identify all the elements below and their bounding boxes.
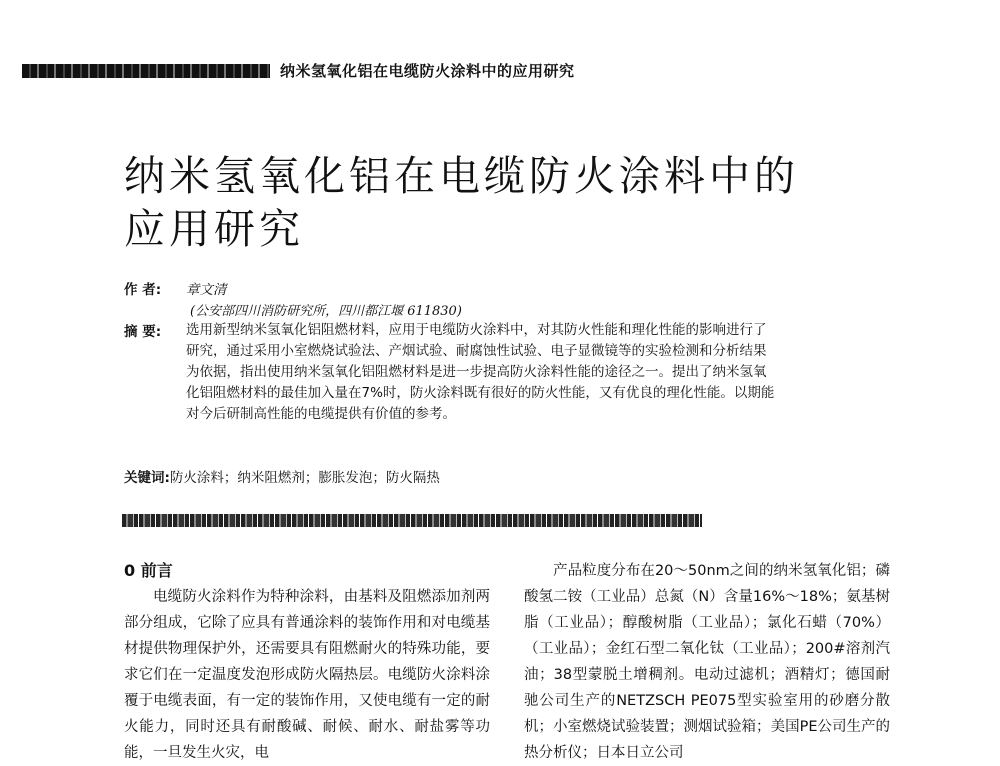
left-column (124, 558, 490, 766)
header-decorative-bar (22, 64, 270, 78)
author-affiliation: (公安部四川消防研究所，四川都江堰 611830) (190, 304, 462, 319)
running-head: 纳米氢氧化铝在电缆防火涂料中的应用研究 (280, 62, 575, 80)
intro-paragraph: 电缆防火涂料作为特种涂料，由基料及阻燃添加剂两部分组成，它除了应具有普通涂料的装饰作用和对电缆基材提供物理保护外，还需要具有阻燃耐火的特殊功能，要求它们在一定温度发泡形成防火隔热层。电缆防火涂料涂覆于电缆表面，有一定的装饰作用，又使电缆有一定的耐火能力，同时还具有耐酸碱、耐候、耐水、耐盐雾等功能，一旦发生火灾，电 (124, 589, 490, 761)
author-name: 章文清 (186, 282, 227, 298)
keywords-line (124, 466, 440, 486)
author-line (124, 280, 227, 300)
section-divider (122, 514, 702, 527)
section-heading-intro: 0 前言 (124, 561, 173, 580)
materials-paragraph: 产品粒度分布在20～50nm之间的纳米氢氧化铝；磷酸氢二铵（工业品）总氮（N）含量16%～18%；氨基树脂（工业品）；醇酸树脂（工业品）；氯化石蜡（70%）（工业品）；金红石型二氧化钛（工业品）；200#溶剂汽油；38型蒙脱土增稠剂。电动过滤机；酒精灯；德国耐驰公司生产的NETZSCH PE075型实验室用的砂磨分散机；小室燃烧试验装置；测烟试验箱；美国PE公司生产的热分析仪；日本日立公司 (524, 563, 890, 761)
abstract-label: 摘 要: (124, 324, 162, 340)
keywords-text: 防火涂料；纳米阻燃剂；膨胀发泡；防火隔热 (169, 470, 440, 486)
keywords-label: 关键词: (124, 470, 170, 486)
paper-title: 纳米氢氧化铝在电缆防火涂料中的应用研究 (124, 152, 799, 253)
abstract-text: 选用新型纳米氢氧化铝阻燃材料，应用于电缆防火涂料中，对其防火性能和理化性能的影响进行了研究，通过采用小室燃烧试验法、产烟试验、耐腐蚀性试验、电子显微镜等的实验检测和分析结果为依据，指出使用纳米氢氧化铝阻燃材料是进一步提高防火涂料性能的途径之一。提出了纳米氢氧化铝阻燃材料的最佳加入量在7%时，防火涂料既有很好的防火性能，又有优良的理化性能。以期能对今后研制高性能的电缆提供有价值的参考。 (186, 322, 775, 422)
right-column (524, 558, 890, 766)
author-label: 作 者: (124, 282, 162, 298)
